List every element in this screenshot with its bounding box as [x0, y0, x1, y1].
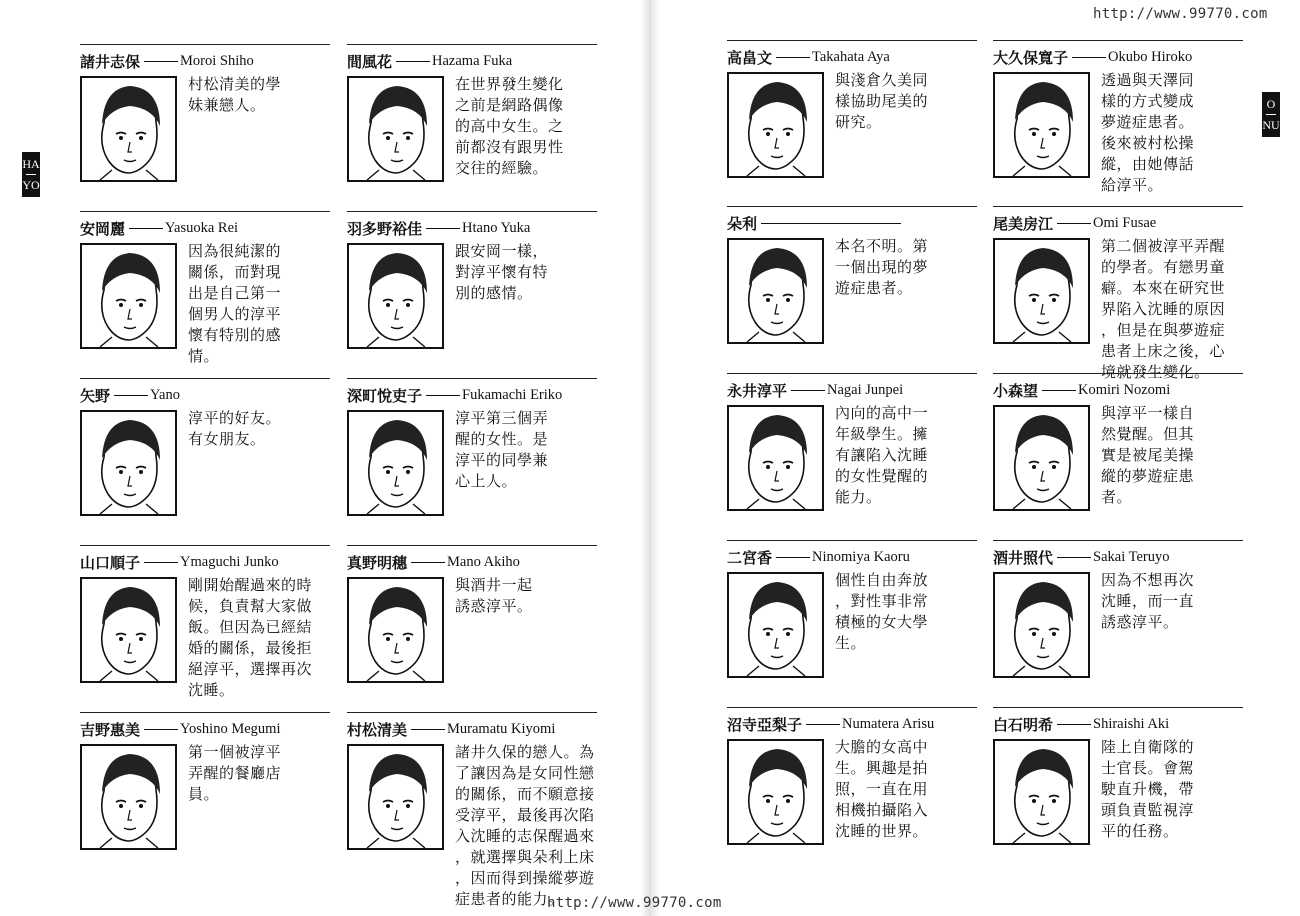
character-header	[80, 50, 340, 72]
character-entry	[727, 713, 977, 873]
character-name-jp: 小森望	[993, 381, 1039, 400]
entry-divider	[993, 206, 1243, 207]
character-name-en: Muramatu Kiyomi	[447, 720, 556, 737]
name-dash	[411, 562, 445, 563]
entry-divider	[80, 545, 330, 546]
character-name-en: Takahata Aya	[812, 48, 890, 65]
character-name-jp: 沼寺亞梨子	[727, 715, 803, 734]
entry-divider	[727, 40, 977, 41]
name-dash	[791, 390, 825, 391]
portrait-sketch-icon	[995, 240, 1088, 342]
character-description: 本名不明。第 一個出現的夢 遊症患者。	[835, 237, 929, 297]
character-description: 第一個被淳平 弄醒的餐廳店 員。	[188, 743, 282, 803]
character-name-jp: 真野明穗	[347, 553, 408, 572]
character-portrait	[993, 572, 1090, 678]
portrait-sketch-icon	[349, 579, 442, 681]
watermark-top: http://www.99770.com	[1093, 6, 1268, 22]
character-description: 大膽的女高中 生。興趣是拍 照，一直在用 相機拍攝陷入 沈睡的世界。	[835, 738, 929, 840]
character-name-jp: 深町悅吏子	[347, 386, 423, 405]
character-portrait	[993, 238, 1090, 344]
character-header	[727, 379, 987, 401]
character-name-jp: 酒井照代	[993, 548, 1054, 567]
character-header	[80, 718, 340, 740]
name-dash	[776, 557, 810, 558]
portrait-sketch-icon	[349, 746, 442, 848]
character-description: 內向的高中一 年級學生。擁 有讓陷入沈睡 的女性覺醒的 能力。	[835, 404, 929, 506]
portrait-sketch-icon	[729, 74, 822, 176]
character-name-jp: 高畠文	[727, 48, 773, 67]
portrait-sketch-icon	[349, 412, 442, 514]
character-description: 村松清美的學 妹兼戀人。	[188, 75, 282, 114]
name-dash	[426, 395, 460, 396]
portrait-sketch-icon	[729, 574, 822, 676]
character-portrait	[727, 72, 824, 178]
character-description: 因為很純潔的 關係，而對現 出是自己第一 個男人的淳平 懷有特別的感 情。	[188, 242, 282, 365]
portrait-sketch-icon	[995, 74, 1088, 176]
character-entry	[347, 718, 597, 908]
character-name-jp: 永井淳平	[727, 381, 788, 400]
name-dash	[426, 228, 460, 229]
character-description: 剛開始醒過來的時 候，負責幫大家做 飯。但因為已經結 婚的關係，最後拒 絕淳平，選擇再次 沈睡。	[188, 576, 313, 699]
portrait-sketch-icon	[729, 240, 822, 342]
character-name-jp: 吉野惠美	[80, 720, 141, 739]
character-description: 與酒井一起 誘惑淳平。	[455, 576, 533, 615]
entry-divider	[347, 44, 597, 45]
character-name-jp: 二宮香	[727, 548, 773, 567]
character-description: 跟安岡一樣， 對淳平懷有特 別的感情。	[455, 242, 549, 302]
character-description: 在世界發生變化 之前是網路偶像 的高中女生。之 前都沒有跟男性 交往的經驗。	[455, 75, 564, 177]
character-header	[347, 384, 607, 406]
character-name-jp: 白石明希	[993, 715, 1054, 734]
character-name-jp: 矢野	[80, 386, 111, 405]
character-portrait	[80, 76, 177, 182]
character-name-en: Mano Akiho	[447, 553, 520, 570]
watermark-bottom: http://www.99770.com	[547, 895, 722, 911]
entry-divider	[727, 540, 977, 541]
character-entry	[727, 212, 977, 372]
character-description: 淳平第三個弄 醒的女性。是 淳平的同學兼 心上人。	[455, 409, 549, 490]
name-dash	[1057, 557, 1091, 558]
name-dash	[411, 729, 445, 730]
portrait-sketch-icon	[82, 412, 175, 514]
character-portrait	[727, 572, 824, 678]
character-name-en: Komiri Nozomi	[1078, 381, 1171, 398]
character-entry	[80, 50, 330, 210]
character-description: 與淺倉久美同 樣協助尾美的 研究。	[835, 71, 929, 131]
character-name-jp: 村松清美	[347, 720, 408, 739]
character-header	[80, 217, 340, 239]
name-dash	[806, 724, 840, 725]
character-name-jp: 諸井志保	[80, 52, 141, 71]
entry-divider	[347, 545, 597, 546]
entry-divider	[347, 378, 597, 379]
character-entry	[80, 384, 330, 544]
character-name-en: Htano Yuka	[462, 219, 531, 236]
name-dash	[1057, 223, 1091, 224]
character-entry	[993, 379, 1243, 539]
character-portrait	[80, 243, 177, 349]
side-tab-left-bottom: YO	[22, 178, 40, 192]
character-header	[993, 379, 1253, 401]
character-description: 淳平的好友。 有女朋友。	[188, 409, 282, 448]
character-entry	[347, 384, 597, 544]
character-header	[727, 212, 987, 234]
entry-divider	[80, 378, 330, 379]
character-name-jp: 朵利	[727, 214, 758, 233]
character-header	[993, 713, 1253, 735]
character-name-en: Sakai Teruyo	[1093, 548, 1170, 565]
name-dash	[144, 61, 178, 62]
character-portrait	[347, 243, 444, 349]
character-entry	[347, 217, 597, 377]
character-header	[993, 546, 1253, 568]
character-name-en: Shiraishi Aki	[1093, 715, 1170, 732]
entry-divider	[993, 707, 1243, 708]
character-name-en: Okubo Hiroko	[1108, 48, 1193, 65]
portrait-sketch-icon	[82, 746, 175, 848]
character-name-jp: 間風花	[347, 52, 393, 71]
character-entry	[80, 551, 330, 711]
character-portrait	[993, 405, 1090, 511]
portrait-sketch-icon	[995, 407, 1088, 509]
character-portrait	[993, 72, 1090, 178]
portrait-sketch-icon	[729, 741, 822, 843]
name-dash	[144, 729, 178, 730]
character-portrait	[347, 410, 444, 516]
entry-divider	[727, 206, 977, 207]
character-header	[727, 46, 987, 68]
name-dash	[114, 395, 148, 396]
name-dash	[1072, 57, 1106, 58]
character-header	[347, 551, 607, 573]
character-portrait	[80, 577, 177, 683]
character-entry	[727, 46, 977, 206]
entry-divider	[80, 712, 330, 713]
character-entry	[347, 50, 597, 210]
character-portrait	[80, 410, 177, 516]
side-tab-right-bottom: NU	[1262, 118, 1280, 132]
portrait-sketch-icon	[729, 407, 822, 509]
portrait-sketch-icon	[995, 574, 1088, 676]
character-description: 諸井久保的戀人。為 了讓因為是女同性戀 的關係，而不願意接 受淳平，最後再次陷 入沈睡的志保醒過來 ，就選擇與朵利上床 ，因而得到操縱夢遊 症患者的能力。	[455, 743, 595, 908]
character-header	[347, 50, 607, 72]
side-tab-left-top: HA	[22, 157, 40, 171]
character-entry	[80, 718, 330, 878]
entry-divider	[727, 707, 977, 708]
character-header	[993, 46, 1253, 68]
character-header	[80, 384, 340, 406]
portrait-sketch-icon	[349, 245, 442, 347]
character-description: 第二個被淳平弄醒 的學者。有戀男童 癖。本來在研究世 界陷入沈睡的原因 ，但是在與夢遊症 患者上床之後，心 境就發生變化。	[1101, 237, 1226, 381]
character-header	[993, 212, 1253, 234]
character-entry	[993, 546, 1243, 706]
character-portrait	[347, 577, 444, 683]
character-name-en: Ymaguchi Junko	[180, 553, 279, 570]
character-name-jp: 安岡麗	[80, 219, 126, 238]
character-description: 因為不想再次 沈睡，而一直 誘惑淳平。	[1101, 571, 1195, 631]
name-dash	[129, 228, 163, 229]
character-name-en: Ninomiya Kaoru	[812, 548, 910, 565]
character-entry	[993, 713, 1243, 873]
side-tab-right-top: O	[1266, 97, 1276, 111]
character-header	[80, 551, 340, 573]
portrait-sketch-icon	[82, 78, 175, 180]
character-portrait	[727, 405, 824, 511]
entry-divider	[993, 540, 1243, 541]
entry-divider	[347, 211, 597, 212]
character-name-en: Moroi Shiho	[180, 52, 254, 69]
portrait-sketch-icon	[82, 579, 175, 681]
page-gutter	[640, 0, 660, 916]
character-name-en: Nagai Junpei	[827, 381, 904, 398]
entry-divider	[993, 40, 1243, 41]
character-entry	[727, 379, 977, 539]
entry-divider	[80, 211, 330, 212]
character-entry	[727, 546, 977, 706]
character-header	[727, 713, 987, 735]
name-dash	[396, 61, 430, 62]
portrait-sketch-icon	[349, 78, 442, 180]
character-name-en: Fukamachi Eriko	[462, 386, 563, 403]
name-dash	[1057, 724, 1091, 725]
character-name-jp: 大久保寬子	[993, 48, 1069, 67]
character-description: 陸上自衛隊的 士官長。會駕 駛直升機，帶 頭負責監視淳 平的任務。	[1101, 738, 1195, 840]
character-entry	[993, 212, 1243, 381]
name-dash	[1042, 390, 1076, 391]
character-portrait	[347, 76, 444, 182]
character-entry	[347, 551, 597, 711]
character-description: 透過與天澤同 樣的方式變成 夢遊症患者。 後來被村松操 縱，由她傳話 給淳平。	[1101, 71, 1195, 194]
character-entry	[80, 217, 330, 377]
name-dash	[761, 223, 901, 224]
entry-divider	[993, 373, 1243, 374]
character-portrait	[993, 739, 1090, 845]
character-name-en: Yasuoka Rei	[165, 219, 239, 236]
character-name-en: Omi Fusae	[1093, 214, 1157, 231]
character-description: 與淳平一樣自 然覺醒。但其 實是被尾美操 縱的夢遊症患 者。	[1101, 404, 1195, 506]
character-portrait	[80, 744, 177, 850]
entry-divider	[80, 44, 330, 45]
character-portrait	[727, 739, 824, 845]
character-portrait	[347, 744, 444, 850]
character-name-en: Numatera Arisu	[842, 715, 935, 732]
character-description: 個性自由奔放 ，對性事非常 積極的女大學 生。	[835, 571, 929, 652]
character-header	[727, 546, 987, 568]
character-header	[347, 718, 607, 740]
character-header	[347, 217, 607, 239]
character-name-jp: 羽多野裕佳	[347, 219, 423, 238]
side-tab-left	[22, 152, 40, 197]
portrait-sketch-icon	[995, 741, 1088, 843]
name-dash	[776, 57, 810, 58]
entry-divider	[347, 712, 597, 713]
entry-divider	[727, 373, 977, 374]
character-entry	[993, 46, 1243, 206]
character-portrait	[727, 238, 824, 344]
character-name-en: Yoshino Megumi	[180, 720, 281, 737]
character-name-en: Yano	[150, 386, 180, 403]
portrait-sketch-icon	[82, 245, 175, 347]
character-name-jp: 山口順子	[80, 553, 141, 572]
name-dash	[144, 562, 178, 563]
character-name-en: Hazama Fuka	[432, 52, 513, 69]
character-name-jp: 尾美房江	[993, 214, 1054, 233]
side-tab-right	[1262, 92, 1280, 137]
